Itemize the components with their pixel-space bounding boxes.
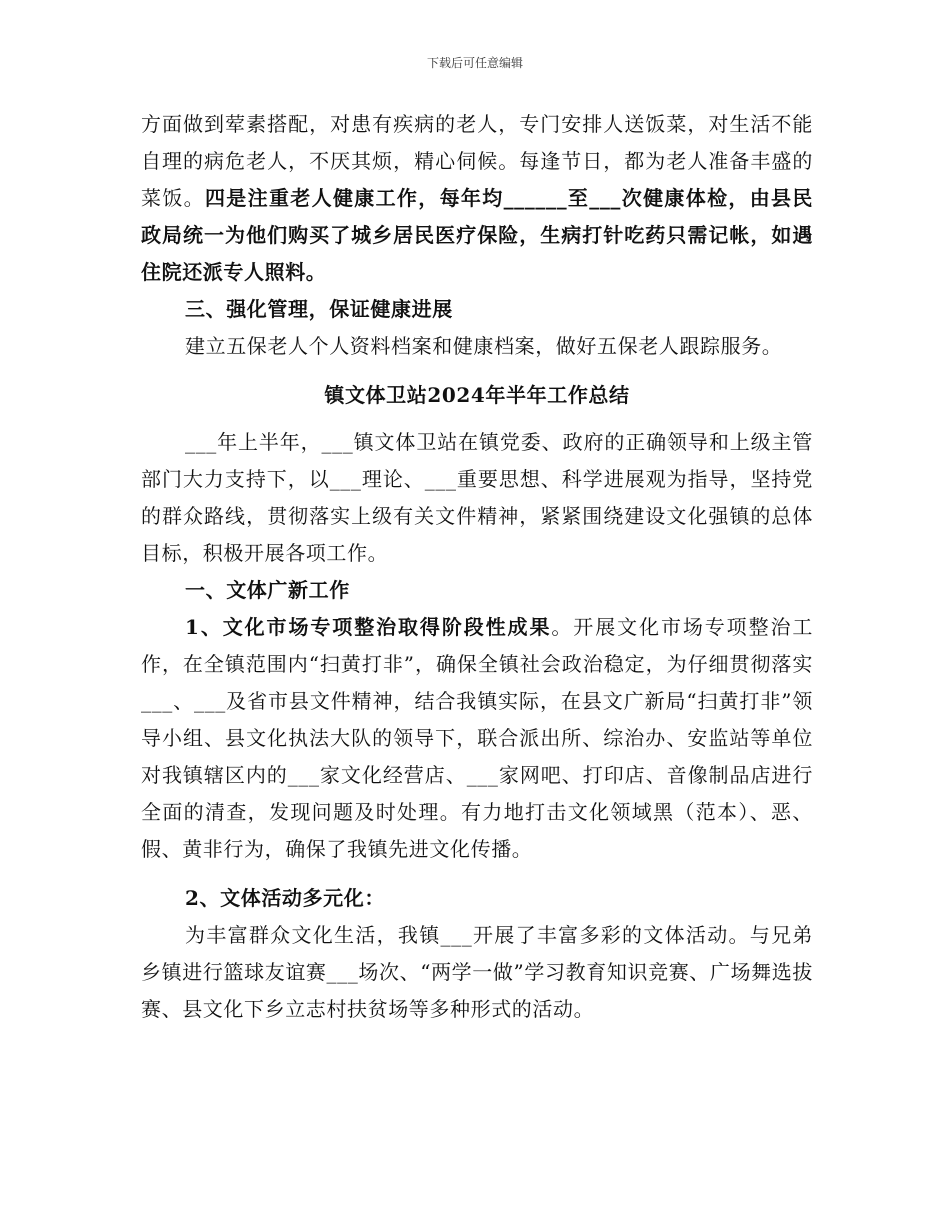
paragraph-text: 方面做到荤素搭配，对患有疾病的老人，专门安排人送饭菜，对生活不能自理的病危老人，不厌其烦，精心伺候。每逢节日，都为老人准备丰盛的菜饭。 xyxy=(141,112,813,210)
paragraph-elderly-care xyxy=(141,106,813,291)
page-header: 下载后可任意编辑 xyxy=(426,56,523,70)
paragraph-activities: 为丰富群众文化生活，我镇___开展了丰富多彩的文体活动。与兄弟乡镇进行篮球友谊赛___场次、“两学一做”学习教育知识竞赛、广场舞选拔赛、县文化下乡立志村扶贫场等多种形式的活动。 xyxy=(141,923,813,1021)
paragraph-intro: ___年上半年，___镇文体卫站在镇党委、政府的正确领导和上级主管部门大力支持下，以___理论、___重要思想、科学进展观为指导，坚持党的群众路线，贯彻落实上级有关文件精神，紧紧围绕建设文化强镇的总体目标，积极开展各项工作。 xyxy=(141,430,813,565)
document-title: 镇文体卫站2024年半年工作总结 xyxy=(324,383,630,407)
document-body xyxy=(141,106,813,1028)
paragraph-archives: 建立五保老人个人资料档案和健康档案，做好五保老人跟踪服务。 xyxy=(185,334,783,358)
section-heading-1: 一、文体广新工作 xyxy=(185,578,350,602)
paragraph-text: 。开展文化市场专项整治工作，在全镇范围内“扫黄打非”，确保全镇社会政治稳定，为仔细贯彻落实___、___及省市县文件精神，结合我镇实际，在县文广新局“扫黄打非”领导小组、县文化执法大队的领导下，联合派出所、综治办、安监站等单位对我镇辖区内的___家文化经营店、___家网吧、打印店、音像制品店进行全面的清查，发现问题及时处理。有力地打击文化领域黑（范本）、恶、假、黄非行为，确保了我镇先进文化传播。 xyxy=(141,615,813,861)
paragraph-bold-text: 四是注重老人健康工作，每年均______至___次健康体检，由县民政局统一为他们购买了城乡居民医疗保险，生病打针吃药只需记帐，如遇住院还派专人照料。 xyxy=(141,186,813,284)
paragraph-market-rectification xyxy=(141,609,813,868)
section-heading-3: 三、强化管理，保证健康进展 xyxy=(185,297,453,321)
paragraph-bold-text: 1、文化市场专项整治取得阶段性成果 xyxy=(185,615,552,639)
section-heading-2: 2、文体活动多元化： xyxy=(185,886,385,910)
